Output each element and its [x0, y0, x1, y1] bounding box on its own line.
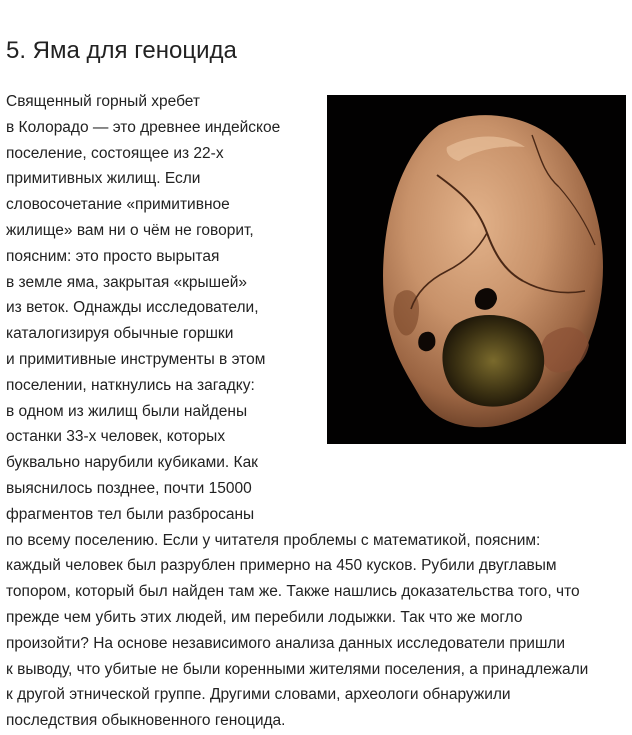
body-line: жилище» вам ни о чём не говорит, [6, 221, 254, 239]
body-line: к выводу, что убитые не были коренными жителями поселения, а принадлежали [6, 660, 589, 678]
body-line: останки 33-х человек, которых [6, 428, 226, 446]
body-line: в Колорадо — это древнее индейское [6, 118, 281, 136]
body-line: и примитивные инструменты в этом [6, 350, 266, 368]
body-line: по всему поселению. Если у читателя проблемы с математикой, поясним: [6, 531, 541, 549]
body-line: поселении, наткнулись на загадку: [6, 376, 255, 394]
body-line: к другой этнической группе. Другими словами, археологи обнаружили [6, 686, 511, 704]
body-line: в земле яма, закрытая «крышей» [6, 273, 248, 291]
body-line: примитивных жилищ. Если [6, 170, 201, 188]
body-line: поселение, состоящее из 22-х [6, 144, 224, 162]
article-body [6, 89, 626, 734]
body-line: поясним: это просто вырытая [6, 247, 220, 265]
body-line: произойти? На основе независимого анализа данных исследователи пришли [6, 634, 566, 652]
body-line: выяснилось позднее, почти 15000 [6, 479, 252, 497]
body-line: каталогизируя обычные горшки [6, 325, 234, 343]
body-line: фрагментов тел были разбросаны [6, 505, 255, 523]
body-line: последствия обыкновенного геноцида. [6, 712, 286, 730]
body-line: Священный горный хребет [6, 93, 201, 110]
body-line: прежде чем убить этих людей, им перебили лодыжки. Так что же могло [6, 608, 523, 626]
body-line: топором, который был найден там же. Также нашлись доказательства того, что [6, 583, 580, 601]
body-line: каждый человек был разрублен примерно на 450 кусков. Рубили двуглавым [6, 557, 557, 575]
body-line: словосочетание «примитивное [6, 196, 230, 214]
article-title: 5. Яма для геноцида [6, 37, 237, 64]
body-line: буквально нарубили кубиками. Как [6, 454, 258, 472]
body-line: из веток. Однажды исследователи, [6, 299, 259, 317]
body-line: в одном из жилищ были найдены [6, 402, 248, 420]
